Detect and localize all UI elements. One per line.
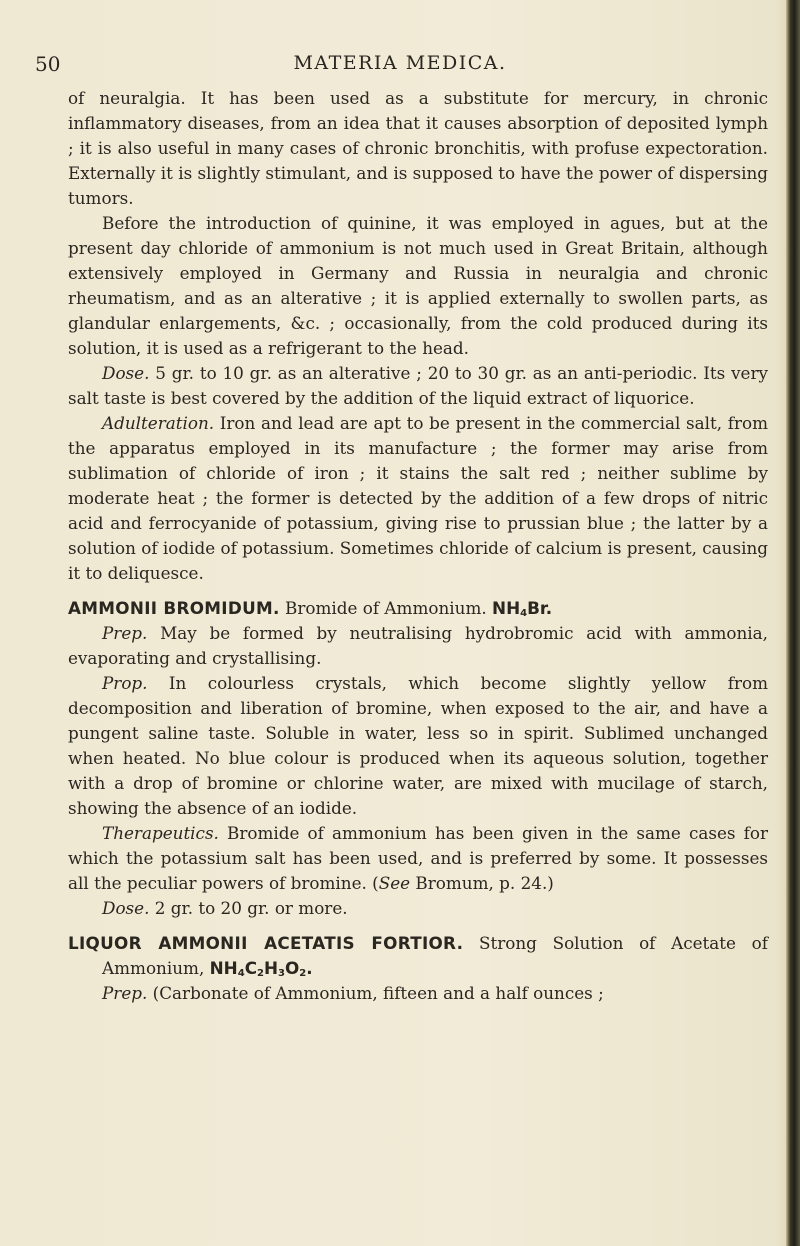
therapeutics-paragraph (68, 821, 768, 896)
dose-label: Dose. (102, 898, 150, 918)
running-head: MATERIA MEDICA. (293, 52, 507, 74)
see-reference-text: Bromum, p. 24.) (410, 873, 554, 893)
dose-paragraph (68, 361, 768, 411)
prop-text: In colourless crystals, which become slightly yellow from decomposition and liberation of bromine, when exposed to the air, and have a pungent saline taste. Soluble in water, less so in spirit. Sublimed unchanged when heated. No blue colour is produced when its aqueous solution, together with a drop of bromine or chlorine water, are mixed with mucilage of starch, showing the absence of an iodide. (68, 673, 768, 818)
liquor-entry (68, 931, 768, 981)
prop-paragraph (68, 671, 768, 821)
adulteration-paragraph (68, 411, 768, 586)
ammonii-bromidum-formula: $NH_4Br$. (492, 598, 553, 619)
liquor-heading: LIQUOR AMMONII ACETATIS FORTIOR. (68, 933, 464, 953)
page-edge (786, 0, 800, 1246)
prep-label: Prep. (102, 983, 148, 1003)
therapeutics-text: Bromide of ammonium has been given in the same cases for which the potassium salt has been used, and is preferred by some. It possesses all the peculiar powers of bromine. ( (68, 823, 768, 893)
page-header (35, 52, 765, 82)
prep-text: May be formed by neutralising hydrobromic acid with ammonia, evaporating and crystallising. (68, 623, 768, 668)
adulteration-label: Adulteration. (102, 413, 215, 433)
prep-text: (Carbonate of Ammonium, fifteen and a half ounces ; (147, 983, 604, 1003)
paragraph-quinine: Before the introduction of quinine, it was employed in agues, but at the present day chloride of ammonium is not much used in Great Britain, although extensively employed in Germany and Russia in neuralgia and chronic rheumatism, and as an alterative ; it is applied externally to swollen parts, as glandular enlargements, &c. ; occasionally, from the cold produced during its solution, it is used as a refrigerant to the head. (68, 213, 768, 358)
paragraph-absorption: of neuralgia. It has been used as a substitute for mercury, in chronic inflammatory diseases, from an idea that it causes absorption of deposited lymph ; it is also useful in many cases of chronic bronchitis, with profuse expectoration. Externally it is slightly stimulant, and is supposed to have the power of dispersing tumors. (68, 88, 768, 208)
page-number: 50 (35, 52, 61, 76)
prop-label: Prop. (102, 673, 148, 693)
dose-paragraph-bromide (68, 896, 768, 921)
dose-label: Dose. (102, 363, 150, 383)
ammonii-bromidum-title: Bromide of Ammonium. (279, 598, 493, 618)
ammonii-bromidum-entry (68, 596, 768, 621)
therapeutics-label: Therapeutics. (102, 823, 219, 843)
adulteration-text: Iron and lead are apt to be present in the commercial salt, from the apparatus employed in its manufacture ; the former may arise from sublimation of chloride of iron ; it stains the salt red ; neither sublime by moderate heat ; the former is detected by the addition of a few drops of nitric acid and ferrocyanide of potassium, giving rise to prussian blue ; the latter by a solution of iodide of potassium. Sometimes chloride of calcium is present, causing it to deliquesce. (68, 413, 768, 583)
liquor-title: Strong Solution of Acetate of Ammonium, (102, 933, 768, 978)
body-text (68, 86, 768, 1006)
prep-label: Prep. (102, 623, 148, 643)
prep-paragraph-liquor (68, 981, 768, 1006)
dose-text: 2 gr. to 20 gr. or more. (149, 898, 348, 918)
liquor-formula: $NH_4C_2H_3O_2$. (209, 958, 313, 979)
see-reference: See (378, 873, 411, 893)
prep-paragraph-bromide (68, 621, 768, 671)
dose-text: 5 gr. to 10 gr. as an alterative ; 20 to 30 gr. as an anti-periodic. Its very salt taste is best covered by the addition of the liquid extract of liquorice. (68, 363, 768, 408)
ammonii-bromidum-heading: AMMONII BROMIDUM. (68, 598, 280, 618)
